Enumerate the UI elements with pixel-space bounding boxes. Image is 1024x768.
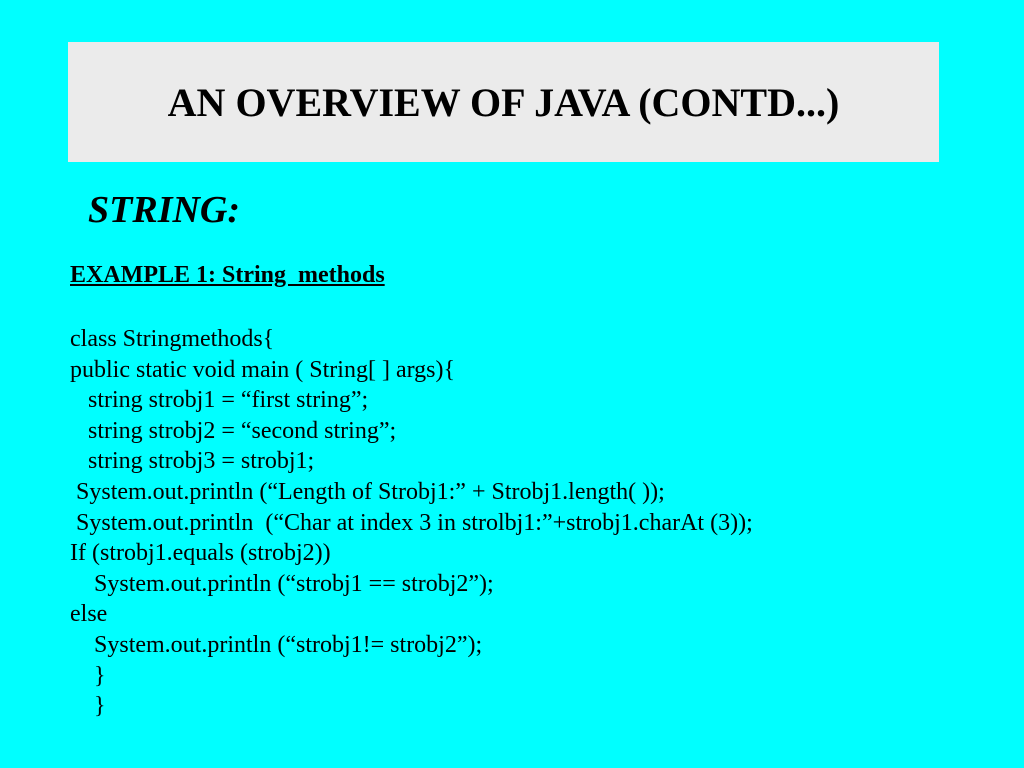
code-line: } xyxy=(70,693,106,720)
code-line: If (strobj1.equals (strobj2)) xyxy=(70,540,331,567)
code-line: string strobj3 = strobj1; xyxy=(70,448,315,475)
slide-title: AN OVERVIEW OF JAVA (CONTD...) xyxy=(167,79,840,125)
code-block xyxy=(70,324,1000,722)
title-box xyxy=(68,42,939,162)
code-line: else xyxy=(70,601,108,628)
code-line: string strobj2 = “second string”; xyxy=(70,417,397,444)
code-line: System.out.println (“Char at index 3 in strolbj1:”+strobj1.charAt (3)); xyxy=(70,509,753,536)
code-line: class Stringmethods{ xyxy=(70,326,275,352)
code-line: public static void main ( String[ ] args){ xyxy=(70,356,456,383)
code-line: string strobj1 = “first string”; xyxy=(70,387,369,414)
code-line: } xyxy=(70,662,106,689)
code-line: System.out.println (“strobj1!= strobj2”); xyxy=(70,631,483,658)
example-heading: EXAMPLE 1: String methods xyxy=(70,262,385,288)
code-line: System.out.println (“Length of Strobj1:” + Strobj1.length( )); xyxy=(70,478,665,505)
section-heading: STRING: xyxy=(88,189,241,231)
code-line: System.out.println (“strobj1 == strobj2”); xyxy=(70,570,494,597)
